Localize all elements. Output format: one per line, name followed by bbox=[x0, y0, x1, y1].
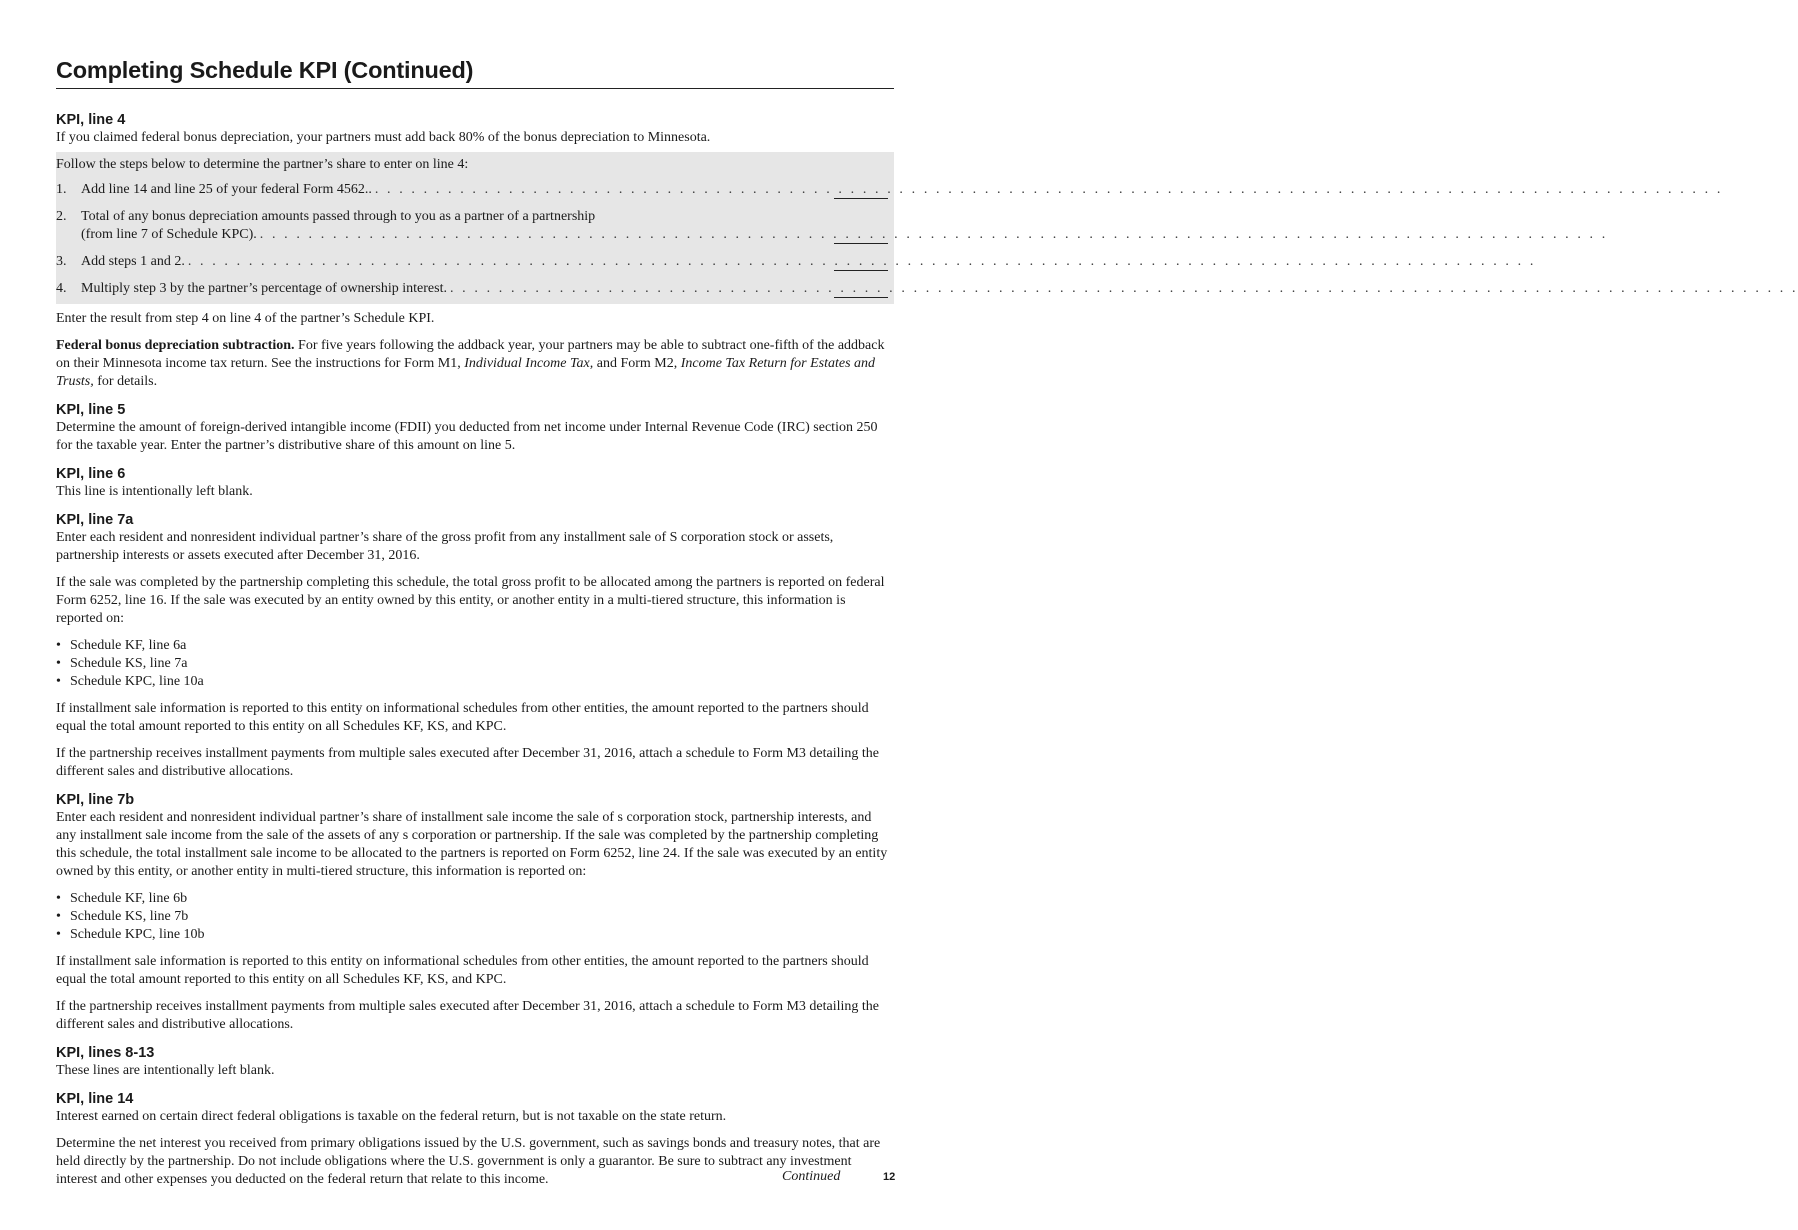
section-intro: If you claimed federal bonus depreciation, your partners must add back 80% of the bonus depreciation to Minnesota. bbox=[56, 130, 711, 145]
section-paragraph: Determine the net interest you received from primary obligations issued by the U.S. government, such as savings bonds and treasury notes, that are held directly by the partnership. Do not include obligations where the U.S. government is only a guarantor. Be sure to subtract any investment interest and other expenses you deducted on the federal return that relate to this income. bbox=[56, 1136, 881, 1187]
section-heading: KPI, line 7a bbox=[56, 512, 134, 528]
continued-label: Continued bbox=[782, 1169, 841, 1184]
section-line-5 bbox=[56, 401, 894, 455]
step-answer-blank bbox=[834, 182, 888, 199]
section-paragraph: Enter each resident and nonresident individual partner’s share of installment sale income the sale of s corporation stock, partnership interests, and any installment sale income from the sale of the assets of any s corporation or partnership. If the sale was completed by the partnership completing this schedule, the total installment sale income to be allocated to the partners is reported on Form 6252, line 24. If the sale was executed by an entity owned by this entity, or another entity in multi-tiered structure, this information is reported on: bbox=[56, 810, 888, 879]
step-number: 3. bbox=[56, 254, 67, 269]
section-heading: KPI, line 6 bbox=[56, 466, 126, 482]
section-heading: KPI, line 5 bbox=[56, 402, 126, 418]
section-paragraph: If the partnership receives installment payments from multiple sales executed after December 31, 2016, attach a schedule to Form M3 detailing the different sales and distributive allocations. bbox=[56, 999, 880, 1032]
bullet-icon: • bbox=[56, 674, 61, 689]
dot-leader: . . . . . . . . . . . . . . . . . . . . . . . . . . . . . . . . . . . . . . . . . . . . . . . . . . . . . . . . . . . . . . . . . . . . . . . . . . . . . . . . . . . . . . . . . . . . . . . . . . . . . . . . . . . . . . . bbox=[374, 182, 1723, 197]
section-paragraph: If installment sale information is reported to this entity on informational schedules from other entities, the amount reported to the partners should equal the total amount reported to this entity on all Schedules KF, KS, and KPC. bbox=[56, 701, 869, 734]
dot-leader: . . . . . . . . . . . . . . . . . . . . . . . . . . . . . . . . . . . . . . . . . . . . . . . . . . . . . . . . . . . . . . . . . . . . . . . . . . . . . . . . . . . . . . . . . . . . . . . . . . . . . . . . . . . . . . . bbox=[187, 254, 1536, 269]
section-paragraph: If the partnership receives installment payments from multiple sales executed after December 31, 2016, attach a schedule to Form M3 detailing the different sales and distributive allocations. bbox=[56, 746, 880, 779]
bonus-depreciation-paragraph: Federal bonus depreciation subtraction. For five years following the addback year, your partners may be able to subtract one-fifth of the addback on their Minnesota income tax return. See the instructions for Form M1, Individual Income Tax, and Form M2, Income Tax Return for Estates and Trusts, for details. bbox=[56, 338, 885, 389]
schedule-list bbox=[56, 637, 894, 691]
section-heading: KPI, lines 8-13 bbox=[56, 1045, 155, 1061]
step-item bbox=[56, 181, 1723, 199]
page-number: 12 bbox=[883, 1171, 896, 1183]
dot-leader: . . . . . . . . . . . . . . . . . . . . . . . . . . . . . . . . . . . . . . . . . . . . . . . . . . . . . . . . . . . . . . . . . . . . . . . . . . . . . . . . . . . . . . . . . . . . . . . . . . . . . . . . . . . . . . . bbox=[259, 227, 1608, 242]
bullet-icon: • bbox=[56, 656, 61, 671]
step-text: (from line 7 of Schedule KPC). bbox=[81, 227, 257, 242]
section-line-6 bbox=[56, 465, 894, 501]
section-lines-8-13 bbox=[56, 1044, 894, 1080]
step-text: Multiply step 3 by the partner’s percentage of ownership interest. bbox=[81, 281, 447, 296]
step-item bbox=[56, 253, 1536, 271]
list-item: • Schedule KPC, line 10a bbox=[56, 674, 204, 689]
section-heading: KPI, line 7b bbox=[56, 792, 135, 808]
bullet-icon: • bbox=[56, 927, 61, 942]
step-item bbox=[56, 208, 1608, 244]
step-answer-blank bbox=[834, 254, 888, 271]
step-text: Add line 14 and line 25 of your federal Form 4562.. bbox=[81, 182, 372, 197]
page-content bbox=[56, 56, 1798, 1189]
page-title: Completing Schedule KPI (Continued) bbox=[56, 57, 474, 83]
dot-leader: . . . . . . . . . . . . . . . . . . . . . . . . . . . . . . . . . . . . . . . . . . . . . . . . . . . . . . . . . . . . . . . . . . . . . . . . . . . . . . . . . . . . . . . . . . . . . . . . . . . . . . . . . . . . . . . bbox=[449, 281, 1798, 296]
step-number: 4. bbox=[56, 281, 67, 296]
title-rule bbox=[56, 88, 894, 89]
list-item: • Schedule KF, line 6b bbox=[56, 891, 188, 906]
list-item: • Schedule KS, line 7b bbox=[56, 909, 189, 924]
section-text: These lines are intentionally left blank. bbox=[56, 1063, 275, 1078]
step-text: Add steps 1 and 2. bbox=[81, 254, 185, 269]
form-m1-title: Individual Income Tax, bbox=[464, 356, 594, 371]
section-heading: KPI, line 14 bbox=[56, 1091, 134, 1107]
steps-intro: Follow the steps below to determine the partner’s share to enter on line 4: bbox=[56, 157, 469, 172]
section-line-7a bbox=[56, 511, 894, 781]
step-number: 2. bbox=[56, 209, 67, 224]
section-text: Determine the amount of foreign-derived intangible income (FDII) you deducted from net income under Internal Revenue Code (IRC) section 250 for the taxable year. Enter the partner’s distributive share of this amount on line 5. bbox=[56, 420, 878, 453]
bullet-icon: • bbox=[56, 909, 61, 924]
step-item bbox=[56, 280, 1798, 298]
section-paragraph: If the sale was completed by the partnership completing this schedule, the total gross profit to be allocated among the partners is reported on federal Form 6252, line 16. If the sale was executed by an entity owned by this entity, or another entity in a multi-tiered structure, this information is reported on: bbox=[56, 575, 885, 626]
section-text: This line is intentionally left blank. bbox=[56, 484, 253, 499]
section-line-4 bbox=[56, 111, 1798, 391]
step-number: 1. bbox=[56, 182, 67, 197]
form-m2-title: Income Tax Return for Estates and Trusts, bbox=[56, 356, 876, 389]
section-line-7b bbox=[56, 791, 894, 1034]
list-item: • Schedule KF, line 6a bbox=[56, 638, 187, 653]
section-line-14 bbox=[56, 1090, 894, 1189]
section-paragraph: If installment sale information is reported to this entity on informational schedules from other entities, the amount reported to the partners should equal the total amount reported to this entity on all Schedules KF, KS, and KPC. bbox=[56, 954, 869, 987]
section-heading: KPI, line 4 bbox=[56, 112, 126, 128]
schedule-list bbox=[56, 890, 894, 944]
step-answer-blank bbox=[834, 227, 888, 244]
bullet-icon: • bbox=[56, 891, 61, 906]
bonus-depreciation-label: Federal bonus depreciation subtraction. bbox=[56, 338, 295, 353]
step-answer-blank bbox=[834, 281, 888, 298]
list-item: • Schedule KS, line 7a bbox=[56, 656, 188, 671]
list-item: • Schedule KPC, line 10b bbox=[56, 927, 205, 942]
step-text-line1: Total of any bonus depreciation amounts passed through to you as a partner of a partnership bbox=[81, 209, 596, 224]
section-paragraph: Enter each resident and nonresident individual partner’s share of the gross profit from any installment sale of S corporation stock or assets, partnership interests or assets executed after December 31, 2016. bbox=[56, 530, 834, 563]
step-result-text: Enter the result from step 4 on line 4 of the partner’s Schedule KPI. bbox=[56, 311, 435, 326]
bullet-icon: • bbox=[56, 638, 61, 653]
steps-box bbox=[56, 152, 1798, 304]
section-paragraph: Interest earned on certain direct federal obligations is taxable on the federal return, but is not taxable on the state return. bbox=[56, 1109, 727, 1124]
